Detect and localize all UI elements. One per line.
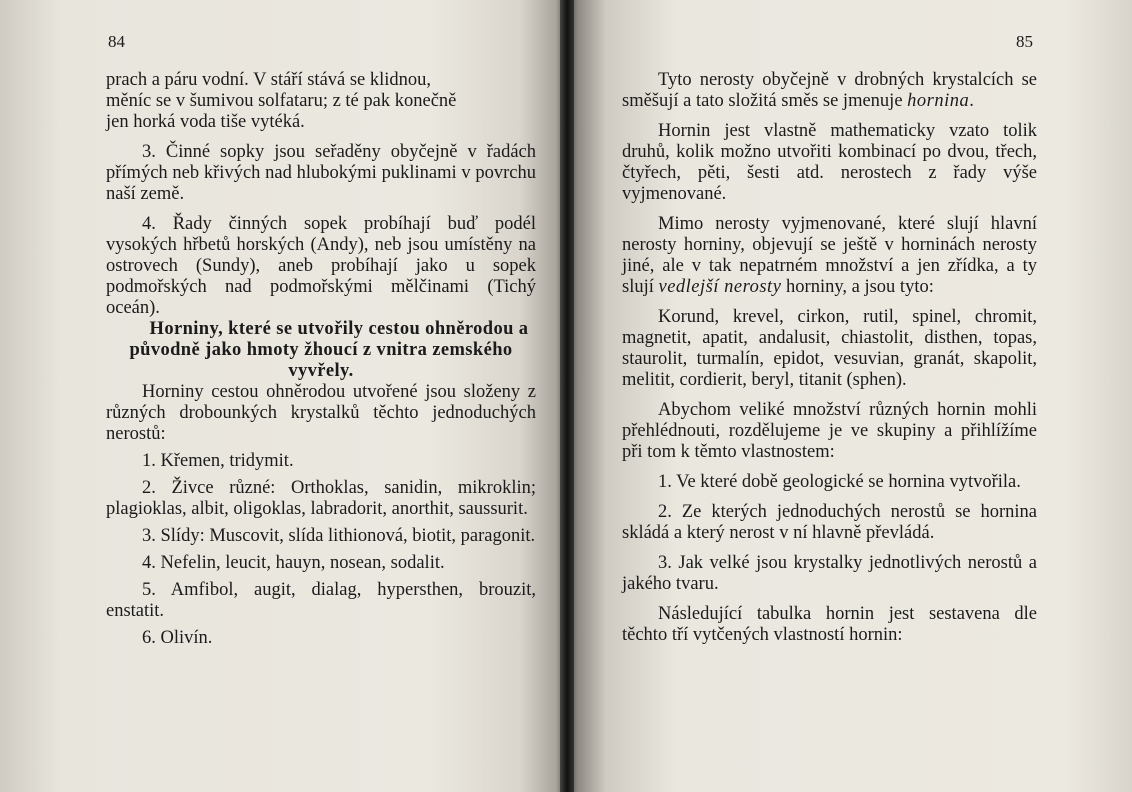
left-page-text xyxy=(106,70,536,649)
paragraph-text: Mimo nerosty vyjmenované, které slují hlavní nerosty horniny, objevují se ještě v horninách nerosty jiné, ale v tak nepatrném množství a jen zřídka, a ty slují xyxy=(622,214,1037,297)
italic-term: vedlejší nerosty xyxy=(658,277,782,297)
section-heading: Horniny, které se utvořily cestou ohněrodou a původně jako hmoty žhoucí z vnitra zemského vyvřely. xyxy=(129,319,529,381)
paragraph: Korund, krevel, cirkon, rutil, spinel, chromit, magnetit, apatit, andalusit, chiastolit, disthen, topas, staurolit, turmalín, epidot, vesuvian, granát, skapolit, melitit, cordierit, beryl, titanit (sphen). xyxy=(622,307,1037,390)
mineral-list-item: 5. Amfibol, augit, dialag, hypersthen, brouzit, enstatit. xyxy=(106,580,536,621)
paragraph: Hornin jest vlastně mathematicky vzato tolik druhů, kolik možno utvořiti kombinací po dvou, třech, čtyřech, pěti, šesti atd. nerostech z řady výše vyjmenované. xyxy=(622,121,1037,204)
mineral-list-item: 1. Křemen, tridymit. xyxy=(142,451,294,471)
paragraph-3: 3. Činné sopky jsou seřaděny obyčejně v řadách přímých neb křivých nad hlubokými puklinami v povrchu naší země. xyxy=(106,142,536,204)
intro-line: jen horká voda tiše vytéká. xyxy=(106,112,305,132)
paragraph-end: horniny, a jsou tyto: xyxy=(781,277,934,297)
paragraph: Následující tabulka hornin jest sestavena dle těchto tří vytčených vlastností hornin: xyxy=(622,604,1037,645)
mineral-list-item: 4. Nefelin, leucit, hauyn, nosean, sodalit. xyxy=(142,553,445,573)
property-item: 2. Ze kterých jednoduchých nerostů se hornina skládá a který nerost v ní hlavně převládá. xyxy=(622,502,1037,543)
paragraph xyxy=(622,214,1037,298)
property-item: 3. Jak velké jsou krystalky jednotlivých nerostů a jakého tvaru. xyxy=(622,553,1037,594)
property-item: 1. Ve které době geologické se hornina vytvořila. xyxy=(658,472,1021,492)
page-number: 85 xyxy=(1016,32,1033,51)
mineral-list-item: 2. Živce různé: Orthoklas, sanidin, mikroklin; plagioklas, albit, oligoklas, labradorit, anorthit, saussurit. xyxy=(106,478,536,519)
paragraph: Abychom veliké množství různých hornin mohli přehlédnouti, rozdělujeme je ve skupiny a přihlížíme při tom k těmto vlastnostem: xyxy=(622,400,1037,462)
intro-line: prach a páru vodní. V stáří stává se klidnou, xyxy=(106,70,432,90)
book-spine xyxy=(560,0,574,792)
paragraph-4: 4. Řady činných sopek probíhají buď podél vysokých hřbetů horských (Andy), neb jsou umístěny na ostrovech (Sundy), aneb probíhají jako u sopek podmořských nad podmořskými mělčinami (Tichý oceán). xyxy=(106,214,536,318)
paragraph-end: . xyxy=(969,91,974,111)
right-page-text xyxy=(622,70,1037,646)
mineral-list-item: 6. Olivín. xyxy=(142,628,213,648)
mineral-list-item: 3. Slídy: Muscovit, slída lithionová, biotit, paragonit. xyxy=(142,526,536,546)
paragraph xyxy=(622,70,1037,112)
paragraph-text: Tyto nerosty obyčejně v drobných krystalcích se směšují a tato složitá směs se jmenuje xyxy=(622,70,1037,111)
section-intro: Horniny cestou ohněrodou utvořené jsou složeny z různých drobounkých krystalků těchto jednoduchých nerostů: xyxy=(106,382,536,444)
right-page xyxy=(566,0,1132,792)
page-number: 84 xyxy=(108,32,125,51)
intro-line: měníc se v šumivou solfataru; z té pak konečně xyxy=(106,91,457,111)
italic-term: hornina xyxy=(907,91,970,111)
